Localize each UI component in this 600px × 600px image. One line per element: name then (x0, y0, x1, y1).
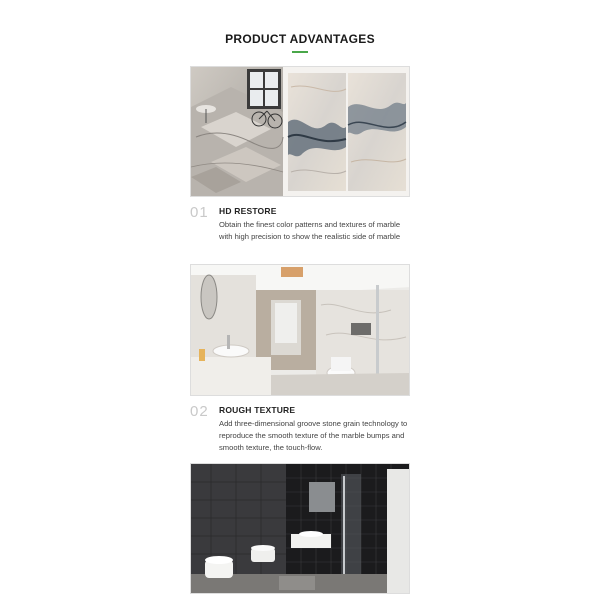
feature-title: HD RESTORE (219, 206, 277, 216)
feature-number: 01 (190, 204, 209, 221)
dark-bathroom-image (190, 463, 410, 594)
feature-title: ROUGH TEXTURE (219, 405, 296, 415)
white-bathroom-image (190, 264, 410, 396)
feature-number: 02 (190, 403, 209, 420)
section-title: PRODUCT ADVANTAGES (225, 32, 375, 46)
marble-floor-image (190, 66, 410, 197)
title-underline (292, 51, 308, 53)
feature-description: Add three-dimensional groove stone grain technology to reproduce the smooth texture of the marble bumps and smooth texture, the touch-flow. (219, 419, 408, 452)
feature-description: Obtain the finest color patterns and textures of marble with high precision to show the realistic side of marble (219, 220, 401, 241)
